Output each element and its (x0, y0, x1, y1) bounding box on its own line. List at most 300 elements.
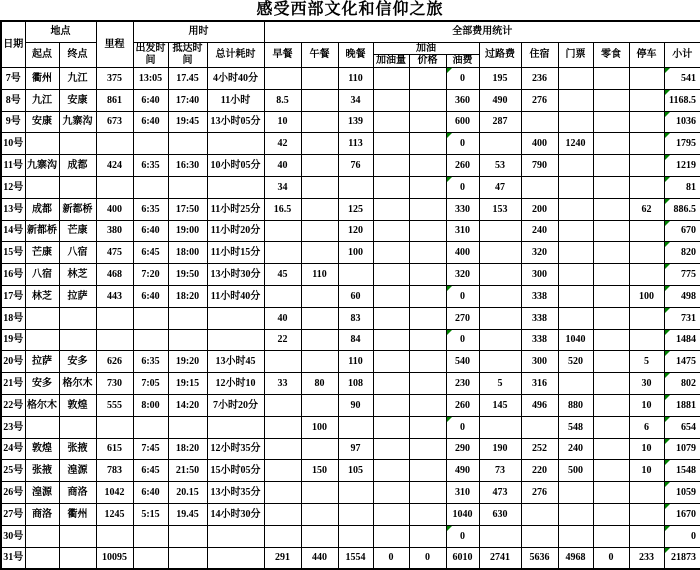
cell-date[interactable]: 23号 (1, 416, 25, 438)
cell-arrive[interactable] (168, 176, 207, 198)
cell-fuel-price[interactable] (409, 155, 446, 177)
cell-mileage[interactable]: 861 (96, 89, 133, 111)
cell-breakfast[interactable]: 291 (264, 547, 301, 569)
cell-duration[interactable]: 11小时15分 (207, 242, 264, 264)
cell-toll[interactable]: 287 (479, 111, 521, 133)
cell-start[interactable]: 拉萨 (25, 351, 59, 373)
cell-arrive[interactable] (168, 133, 207, 155)
cell-fuel-amount[interactable] (373, 111, 409, 133)
cell-snacks[interactable] (593, 176, 629, 198)
cell-fuel-cost[interactable]: 0 (446, 285, 479, 307)
cell-fuel-cost[interactable]: 320 (446, 264, 479, 286)
cell-dinner[interactable] (338, 264, 373, 286)
cell-toll[interactable] (479, 133, 521, 155)
cell-parking[interactable] (629, 220, 664, 242)
cell-arrive[interactable] (168, 416, 207, 438)
cell-fuel-price[interactable] (409, 351, 446, 373)
cell-dinner[interactable]: 90 (338, 394, 373, 416)
cell-snacks[interactable] (593, 111, 629, 133)
cell-duration[interactable] (207, 525, 264, 547)
cell-subtotal[interactable]: 1168.5 (664, 89, 700, 111)
cell-breakfast[interactable]: 33 (264, 373, 301, 395)
cell-start[interactable] (25, 416, 59, 438)
cell-dinner[interactable]: 125 (338, 198, 373, 220)
cell-breakfast[interactable] (264, 460, 301, 482)
cell-breakfast[interactable] (264, 242, 301, 264)
cell-breakfast[interactable]: 42 (264, 133, 301, 155)
cell-lunch[interactable]: 150 (301, 460, 338, 482)
cell-duration[interactable] (207, 176, 264, 198)
cell-end[interactable]: 敦煌 (59, 394, 96, 416)
cell-duration[interactable]: 4小时40分 (207, 68, 264, 90)
cell-parking[interactable] (629, 329, 664, 351)
cell-arrive[interactable]: 17:40 (168, 89, 207, 111)
cell-lunch[interactable] (301, 220, 338, 242)
cell-depart[interactable]: 7:20 (133, 264, 168, 286)
cell-subtotal[interactable]: 1795 (664, 133, 700, 155)
cell-duration[interactable] (207, 307, 264, 329)
cell-date[interactable]: 18号 (1, 307, 25, 329)
cell-arrive[interactable]: 20.15 (168, 482, 207, 504)
cell-toll[interactable] (479, 307, 521, 329)
cell-dinner[interactable]: 76 (338, 155, 373, 177)
cell-subtotal[interactable]: 0 (664, 525, 700, 547)
cell-mileage[interactable]: 443 (96, 285, 133, 307)
cell-fuel-price[interactable] (409, 416, 446, 438)
cell-lodging[interactable] (521, 176, 558, 198)
cell-mileage[interactable] (96, 525, 133, 547)
cell-subtotal[interactable]: 1548 (664, 460, 700, 482)
cell-arrive[interactable] (168, 525, 207, 547)
cell-fuel-price[interactable] (409, 176, 446, 198)
cell-snacks[interactable] (593, 198, 629, 220)
cell-subtotal[interactable]: 1475 (664, 351, 700, 373)
cell-lunch[interactable] (301, 482, 338, 504)
cell-date[interactable]: 13号 (1, 198, 25, 220)
cell-date[interactable]: 7号 (1, 68, 25, 90)
cell-snacks[interactable] (593, 89, 629, 111)
cell-depart[interactable] (133, 329, 168, 351)
cell-parking[interactable]: 5 (629, 351, 664, 373)
cell-end[interactable] (59, 176, 96, 198)
cell-dinner[interactable]: 34 (338, 89, 373, 111)
cell-start[interactable] (25, 329, 59, 351)
cell-fuel-cost[interactable]: 0 (446, 68, 479, 90)
cell-depart[interactable]: 6:40 (133, 111, 168, 133)
cell-duration[interactable]: 13小时30分 (207, 264, 264, 286)
cell-mileage[interactable]: 783 (96, 460, 133, 482)
cell-parking[interactable] (629, 89, 664, 111)
cell-lunch[interactable]: 100 (301, 416, 338, 438)
cell-lunch[interactable] (301, 285, 338, 307)
cell-subtotal[interactable]: 1036 (664, 111, 700, 133)
cell-start[interactable] (25, 547, 59, 569)
cell-depart[interactable] (133, 307, 168, 329)
cell-parking[interactable]: 10 (629, 394, 664, 416)
cell-tickets[interactable] (558, 285, 593, 307)
cell-date[interactable]: 25号 (1, 460, 25, 482)
cell-fuel-cost[interactable]: 360 (446, 89, 479, 111)
cell-fuel-cost[interactable]: 310 (446, 220, 479, 242)
cell-parking[interactable]: 233 (629, 547, 664, 569)
cell-arrive[interactable] (168, 329, 207, 351)
cell-start[interactable]: 林芝 (25, 285, 59, 307)
cell-fuel-amount[interactable] (373, 133, 409, 155)
cell-breakfast[interactable] (264, 394, 301, 416)
cell-tickets[interactable] (558, 307, 593, 329)
cell-lunch[interactable] (301, 198, 338, 220)
cell-arrive[interactable]: 19:15 (168, 373, 207, 395)
cell-fuel-amount[interactable] (373, 351, 409, 373)
cell-toll[interactable] (479, 351, 521, 373)
cell-fuel-price[interactable] (409, 460, 446, 482)
cell-toll[interactable] (479, 220, 521, 242)
cell-toll[interactable]: 153 (479, 198, 521, 220)
cell-lunch[interactable]: 440 (301, 547, 338, 569)
cell-subtotal[interactable]: 802 (664, 373, 700, 395)
cell-tickets[interactable] (558, 155, 593, 177)
cell-depart[interactable]: 6:45 (133, 460, 168, 482)
cell-subtotal[interactable]: 670 (664, 220, 700, 242)
cell-breakfast[interactable]: 40 (264, 155, 301, 177)
cell-fuel-amount[interactable] (373, 373, 409, 395)
cell-depart[interactable] (133, 133, 168, 155)
cell-start[interactable]: 衢州 (25, 68, 59, 90)
cell-date[interactable]: 22号 (1, 394, 25, 416)
cell-date[interactable]: 17号 (1, 285, 25, 307)
cell-fuel-cost[interactable]: 230 (446, 373, 479, 395)
cell-parking[interactable] (629, 133, 664, 155)
cell-tickets[interactable]: 240 (558, 438, 593, 460)
cell-toll[interactable] (479, 285, 521, 307)
cell-dinner[interactable]: 83 (338, 307, 373, 329)
cell-end[interactable] (59, 525, 96, 547)
cell-fuel-cost[interactable]: 270 (446, 307, 479, 329)
cell-fuel-price[interactable] (409, 68, 446, 90)
cell-duration[interactable]: 11小时20分 (207, 220, 264, 242)
cell-breakfast[interactable] (264, 285, 301, 307)
cell-parking[interactable] (629, 176, 664, 198)
cell-depart[interactable]: 6:40 (133, 220, 168, 242)
cell-lodging[interactable]: 338 (521, 329, 558, 351)
cell-breakfast[interactable]: 34 (264, 176, 301, 198)
cell-date[interactable]: 14号 (1, 220, 25, 242)
cell-subtotal[interactable]: 541 (664, 68, 700, 90)
cell-duration[interactable]: 13小时05分 (207, 111, 264, 133)
cell-lunch[interactable] (301, 307, 338, 329)
cell-breakfast[interactable]: 10 (264, 111, 301, 133)
cell-dinner[interactable]: 120 (338, 220, 373, 242)
cell-subtotal[interactable]: 654 (664, 416, 700, 438)
cell-arrive[interactable]: 19:50 (168, 264, 207, 286)
cell-start[interactable]: 商洛 (25, 503, 59, 525)
cell-lodging[interactable]: 5636 (521, 547, 558, 569)
cell-lodging[interactable]: 300 (521, 264, 558, 286)
cell-end[interactable]: 林芝 (59, 264, 96, 286)
cell-lodging[interactable]: 338 (521, 285, 558, 307)
cell-start[interactable]: 湟源 (25, 482, 59, 504)
cell-fuel-price[interactable] (409, 373, 446, 395)
cell-lodging[interactable]: 320 (521, 242, 558, 264)
cell-parking[interactable]: 100 (629, 285, 664, 307)
cell-fuel-amount[interactable] (373, 155, 409, 177)
cell-dinner[interactable] (338, 482, 373, 504)
cell-breakfast[interactable] (264, 525, 301, 547)
cell-fuel-cost[interactable]: 0 (446, 416, 479, 438)
cell-parking[interactable] (629, 155, 664, 177)
cell-parking[interactable] (629, 307, 664, 329)
cell-lunch[interactable] (301, 351, 338, 373)
cell-date[interactable]: 26号 (1, 482, 25, 504)
cell-arrive[interactable]: 14:20 (168, 394, 207, 416)
cell-fuel-cost[interactable]: 1040 (446, 503, 479, 525)
cell-tickets[interactable]: 520 (558, 351, 593, 373)
cell-parking[interactable]: 10 (629, 460, 664, 482)
cell-mileage[interactable]: 673 (96, 111, 133, 133)
cell-breakfast[interactable] (264, 438, 301, 460)
cell-end[interactable] (59, 547, 96, 569)
cell-start[interactable] (25, 307, 59, 329)
cell-lodging[interactable]: 276 (521, 482, 558, 504)
cell-date[interactable]: 27号 (1, 503, 25, 525)
cell-subtotal[interactable]: 1670 (664, 503, 700, 525)
cell-parking[interactable] (629, 503, 664, 525)
cell-start[interactable]: 张掖 (25, 460, 59, 482)
cell-fuel-amount[interactable] (373, 242, 409, 264)
cell-tickets[interactable] (558, 482, 593, 504)
cell-fuel-amount[interactable] (373, 416, 409, 438)
cell-lunch[interactable] (301, 329, 338, 351)
cell-end[interactable]: 成都 (59, 155, 96, 177)
cell-fuel-cost[interactable]: 0 (446, 329, 479, 351)
cell-breakfast[interactable]: 45 (264, 264, 301, 286)
cell-breakfast[interactable] (264, 351, 301, 373)
cell-dinner[interactable]: 110 (338, 351, 373, 373)
cell-start[interactable]: 成都 (25, 198, 59, 220)
cell-lunch[interactable] (301, 242, 338, 264)
cell-breakfast[interactable]: 40 (264, 307, 301, 329)
cell-fuel-amount[interactable]: 0 (373, 547, 409, 569)
cell-arrive[interactable]: 18:00 (168, 242, 207, 264)
cell-snacks[interactable] (593, 503, 629, 525)
cell-lunch[interactable] (301, 111, 338, 133)
cell-mileage[interactable]: 375 (96, 68, 133, 90)
cell-dinner[interactable] (338, 525, 373, 547)
cell-lunch[interactable] (301, 68, 338, 90)
cell-depart[interactable] (133, 547, 168, 569)
cell-arrive[interactable] (168, 307, 207, 329)
cell-fuel-amount[interactable] (373, 438, 409, 460)
cell-duration[interactable]: 11小时40分 (207, 285, 264, 307)
cell-parking[interactable] (629, 111, 664, 133)
cell-tickets[interactable] (558, 176, 593, 198)
cell-start[interactable]: 芒康 (25, 242, 59, 264)
cell-end[interactable]: 八宿 (59, 242, 96, 264)
cell-lodging[interactable] (521, 416, 558, 438)
cell-subtotal[interactable]: 1219 (664, 155, 700, 177)
cell-lunch[interactable]: 110 (301, 264, 338, 286)
cell-subtotal[interactable]: 498 (664, 285, 700, 307)
cell-date[interactable]: 12号 (1, 176, 25, 198)
cell-subtotal[interactable]: 81 (664, 176, 700, 198)
cell-snacks[interactable] (593, 155, 629, 177)
cell-depart[interactable] (133, 416, 168, 438)
cell-fuel-cost[interactable]: 400 (446, 242, 479, 264)
cell-breakfast[interactable]: 22 (264, 329, 301, 351)
cell-mileage[interactable] (96, 416, 133, 438)
cell-lodging[interactable]: 200 (521, 198, 558, 220)
cell-depart[interactable]: 6:35 (133, 351, 168, 373)
cell-fuel-amount[interactable] (373, 198, 409, 220)
cell-parking[interactable] (629, 68, 664, 90)
cell-fuel-price[interactable] (409, 198, 446, 220)
cell-fuel-cost[interactable]: 490 (446, 460, 479, 482)
cell-parking[interactable]: 10 (629, 438, 664, 460)
cell-fuel-price[interactable] (409, 111, 446, 133)
cell-depart[interactable]: 13:05 (133, 68, 168, 90)
cell-fuel-cost[interactable]: 0 (446, 525, 479, 547)
cell-fuel-price[interactable] (409, 503, 446, 525)
cell-end[interactable]: 安康 (59, 89, 96, 111)
cell-start[interactable] (25, 525, 59, 547)
cell-depart[interactable]: 6:45 (133, 242, 168, 264)
cell-lunch[interactable] (301, 89, 338, 111)
cell-fuel-price[interactable] (409, 89, 446, 111)
cell-duration[interactable]: 15小时05分 (207, 460, 264, 482)
cell-toll[interactable]: 630 (479, 503, 521, 525)
cell-fuel-price[interactable] (409, 220, 446, 242)
cell-toll[interactable]: 490 (479, 89, 521, 111)
cell-dinner[interactable]: 1554 (338, 547, 373, 569)
cell-toll[interactable] (479, 264, 521, 286)
cell-fuel-amount[interactable] (373, 525, 409, 547)
cell-date[interactable]: 8号 (1, 89, 25, 111)
cell-arrive[interactable]: 18:20 (168, 285, 207, 307)
cell-dinner[interactable] (338, 416, 373, 438)
cell-snacks[interactable] (593, 525, 629, 547)
cell-duration[interactable]: 11小时 (207, 89, 264, 111)
cell-end[interactable] (59, 416, 96, 438)
cell-subtotal[interactable]: 731 (664, 307, 700, 329)
cell-fuel-amount[interactable] (373, 460, 409, 482)
cell-lodging[interactable]: 252 (521, 438, 558, 460)
cell-snacks[interactable] (593, 264, 629, 286)
cell-mileage[interactable]: 1042 (96, 482, 133, 504)
cell-depart[interactable]: 8:00 (133, 394, 168, 416)
cell-fuel-amount[interactable] (373, 285, 409, 307)
cell-end[interactable]: 张掖 (59, 438, 96, 460)
cell-lodging[interactable]: 276 (521, 89, 558, 111)
cell-snacks[interactable] (593, 373, 629, 395)
cell-lunch[interactable]: 80 (301, 373, 338, 395)
cell-duration[interactable] (207, 133, 264, 155)
cell-breakfast[interactable] (264, 68, 301, 90)
cell-mileage[interactable] (96, 133, 133, 155)
cell-lunch[interactable] (301, 438, 338, 460)
cell-breakfast[interactable]: 16.5 (264, 198, 301, 220)
cell-depart[interactable]: 6:40 (133, 482, 168, 504)
cell-tickets[interactable] (558, 242, 593, 264)
cell-date[interactable]: 20号 (1, 351, 25, 373)
cell-date[interactable]: 30号 (1, 525, 25, 547)
cell-snacks[interactable] (593, 460, 629, 482)
cell-parking[interactable] (629, 264, 664, 286)
cell-date[interactable]: 31号 (1, 547, 25, 569)
cell-snacks[interactable] (593, 394, 629, 416)
cell-lodging[interactable]: 300 (521, 351, 558, 373)
cell-arrive[interactable]: 16:30 (168, 155, 207, 177)
cell-tickets[interactable] (558, 373, 593, 395)
cell-fuel-price[interactable] (409, 525, 446, 547)
cell-fuel-amount[interactable] (373, 89, 409, 111)
cell-fuel-price[interactable] (409, 242, 446, 264)
cell-depart[interactable]: 5:15 (133, 503, 168, 525)
cell-duration[interactable] (207, 416, 264, 438)
cell-end[interactable] (59, 329, 96, 351)
cell-subtotal[interactable]: 820 (664, 242, 700, 264)
cell-duration[interactable]: 7小时20分 (207, 394, 264, 416)
cell-parking[interactable]: 30 (629, 373, 664, 395)
cell-toll[interactable]: 73 (479, 460, 521, 482)
cell-fuel-price[interactable] (409, 394, 446, 416)
cell-toll[interactable]: 473 (479, 482, 521, 504)
cell-breakfast[interactable] (264, 482, 301, 504)
cell-fuel-cost[interactable]: 600 (446, 111, 479, 133)
cell-start[interactable] (25, 176, 59, 198)
cell-fuel-price[interactable] (409, 285, 446, 307)
cell-fuel-cost[interactable]: 290 (446, 438, 479, 460)
cell-toll[interactable]: 145 (479, 394, 521, 416)
cell-lodging[interactable]: 496 (521, 394, 558, 416)
cell-lunch[interactable] (301, 155, 338, 177)
cell-arrive[interactable]: 18:20 (168, 438, 207, 460)
cell-tickets[interactable] (558, 503, 593, 525)
cell-lodging[interactable]: 236 (521, 68, 558, 90)
cell-dinner[interactable]: 110 (338, 68, 373, 90)
cell-dinner[interactable]: 60 (338, 285, 373, 307)
cell-snacks[interactable] (593, 416, 629, 438)
cell-depart[interactable]: 6:35 (133, 155, 168, 177)
cell-duration[interactable]: 12小时10 (207, 373, 264, 395)
cell-lunch[interactable] (301, 133, 338, 155)
cell-fuel-amount[interactable] (373, 482, 409, 504)
cell-start[interactable]: 九寨沟 (25, 155, 59, 177)
cell-date[interactable]: 21号 (1, 373, 25, 395)
cell-fuel-price[interactable]: 0 (409, 547, 446, 569)
cell-breakfast[interactable]: 8.5 (264, 89, 301, 111)
cell-fuel-cost[interactable]: 260 (446, 155, 479, 177)
cell-lunch[interactable] (301, 525, 338, 547)
cell-dinner[interactable]: 97 (338, 438, 373, 460)
cell-fuel-amount[interactable] (373, 329, 409, 351)
cell-mileage[interactable] (96, 329, 133, 351)
cell-start[interactable]: 安康 (25, 111, 59, 133)
cell-breakfast[interactable] (264, 220, 301, 242)
cell-depart[interactable]: 7:05 (133, 373, 168, 395)
cell-tickets[interactable]: 4968 (558, 547, 593, 569)
cell-fuel-cost[interactable]: 310 (446, 482, 479, 504)
cell-arrive[interactable]: 17:50 (168, 198, 207, 220)
cell-date[interactable]: 19号 (1, 329, 25, 351)
cell-fuel-amount[interactable] (373, 68, 409, 90)
cell-mileage[interactable]: 10095 (96, 547, 133, 569)
cell-lodging[interactable] (521, 111, 558, 133)
cell-tickets[interactable] (558, 111, 593, 133)
cell-mileage[interactable]: 468 (96, 264, 133, 286)
cell-arrive[interactable] (168, 547, 207, 569)
cell-end[interactable]: 新都桥 (59, 198, 96, 220)
cell-end[interactable]: 九江 (59, 68, 96, 90)
